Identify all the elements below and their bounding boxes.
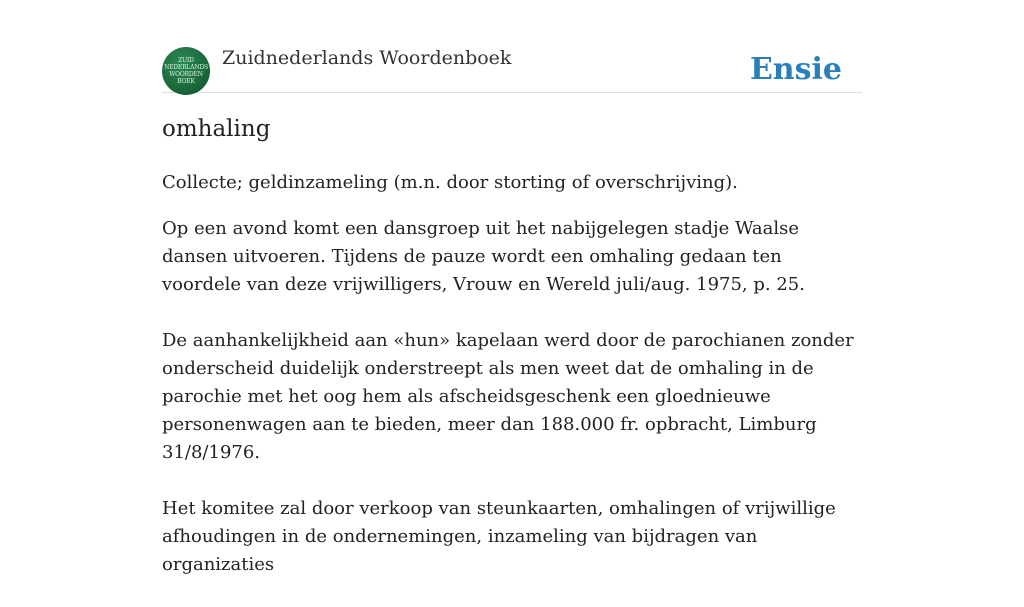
example-paragraph: De aanhankelijkheid aan «hun» kapelaan werd door de parochianen zonder onderscheid duidelijk onderstreept als men weet dat de omhaling in de parochie met het oog hem als afscheidsgeschenk een gloednieuwe personenwagen aan te bieden, meer dan 188.000 fr. opbracht, Limburg 31/8/1976.: [162, 330, 854, 463]
site-header: [162, 44, 862, 93]
example-paragraph: Het komitee zal door verkoop van steunkaarten, omhalingen of vrijwillige afhoudingen in de ondernemingen, inzameling van bijdragen van organizaties: [162, 498, 836, 575]
dictionary-logo[interactable]: [162, 47, 210, 95]
entry-examples: [162, 215, 862, 607]
entry-definition: Collecte; geldinzameling (m.n. door storting of overschrijving).: [162, 172, 738, 193]
logo-text-line: BOEK: [177, 78, 195, 85]
logo-text-line: ZUID: [178, 57, 194, 64]
entry-headword: omhaling: [162, 116, 271, 142]
dictionary-name-link[interactable]: Zuidnederlands Woordenboek: [222, 47, 512, 69]
logo-text-line: WOORDEN: [169, 71, 203, 78]
example-paragraph: Op een avond komt een dansgroep uit het nabijgelegen stadje Waalse dansen uitvoeren. Tijdens de pauze wordt een omhaling gedaan ten voordele van deze vrijwilligers, Vrouw en Wereld juli/aug. 1975, p. 25.: [162, 218, 805, 295]
logo-text-line: NEDERLANDS: [164, 64, 208, 71]
ensie-brand-link[interactable]: Ensie: [749, 52, 842, 87]
